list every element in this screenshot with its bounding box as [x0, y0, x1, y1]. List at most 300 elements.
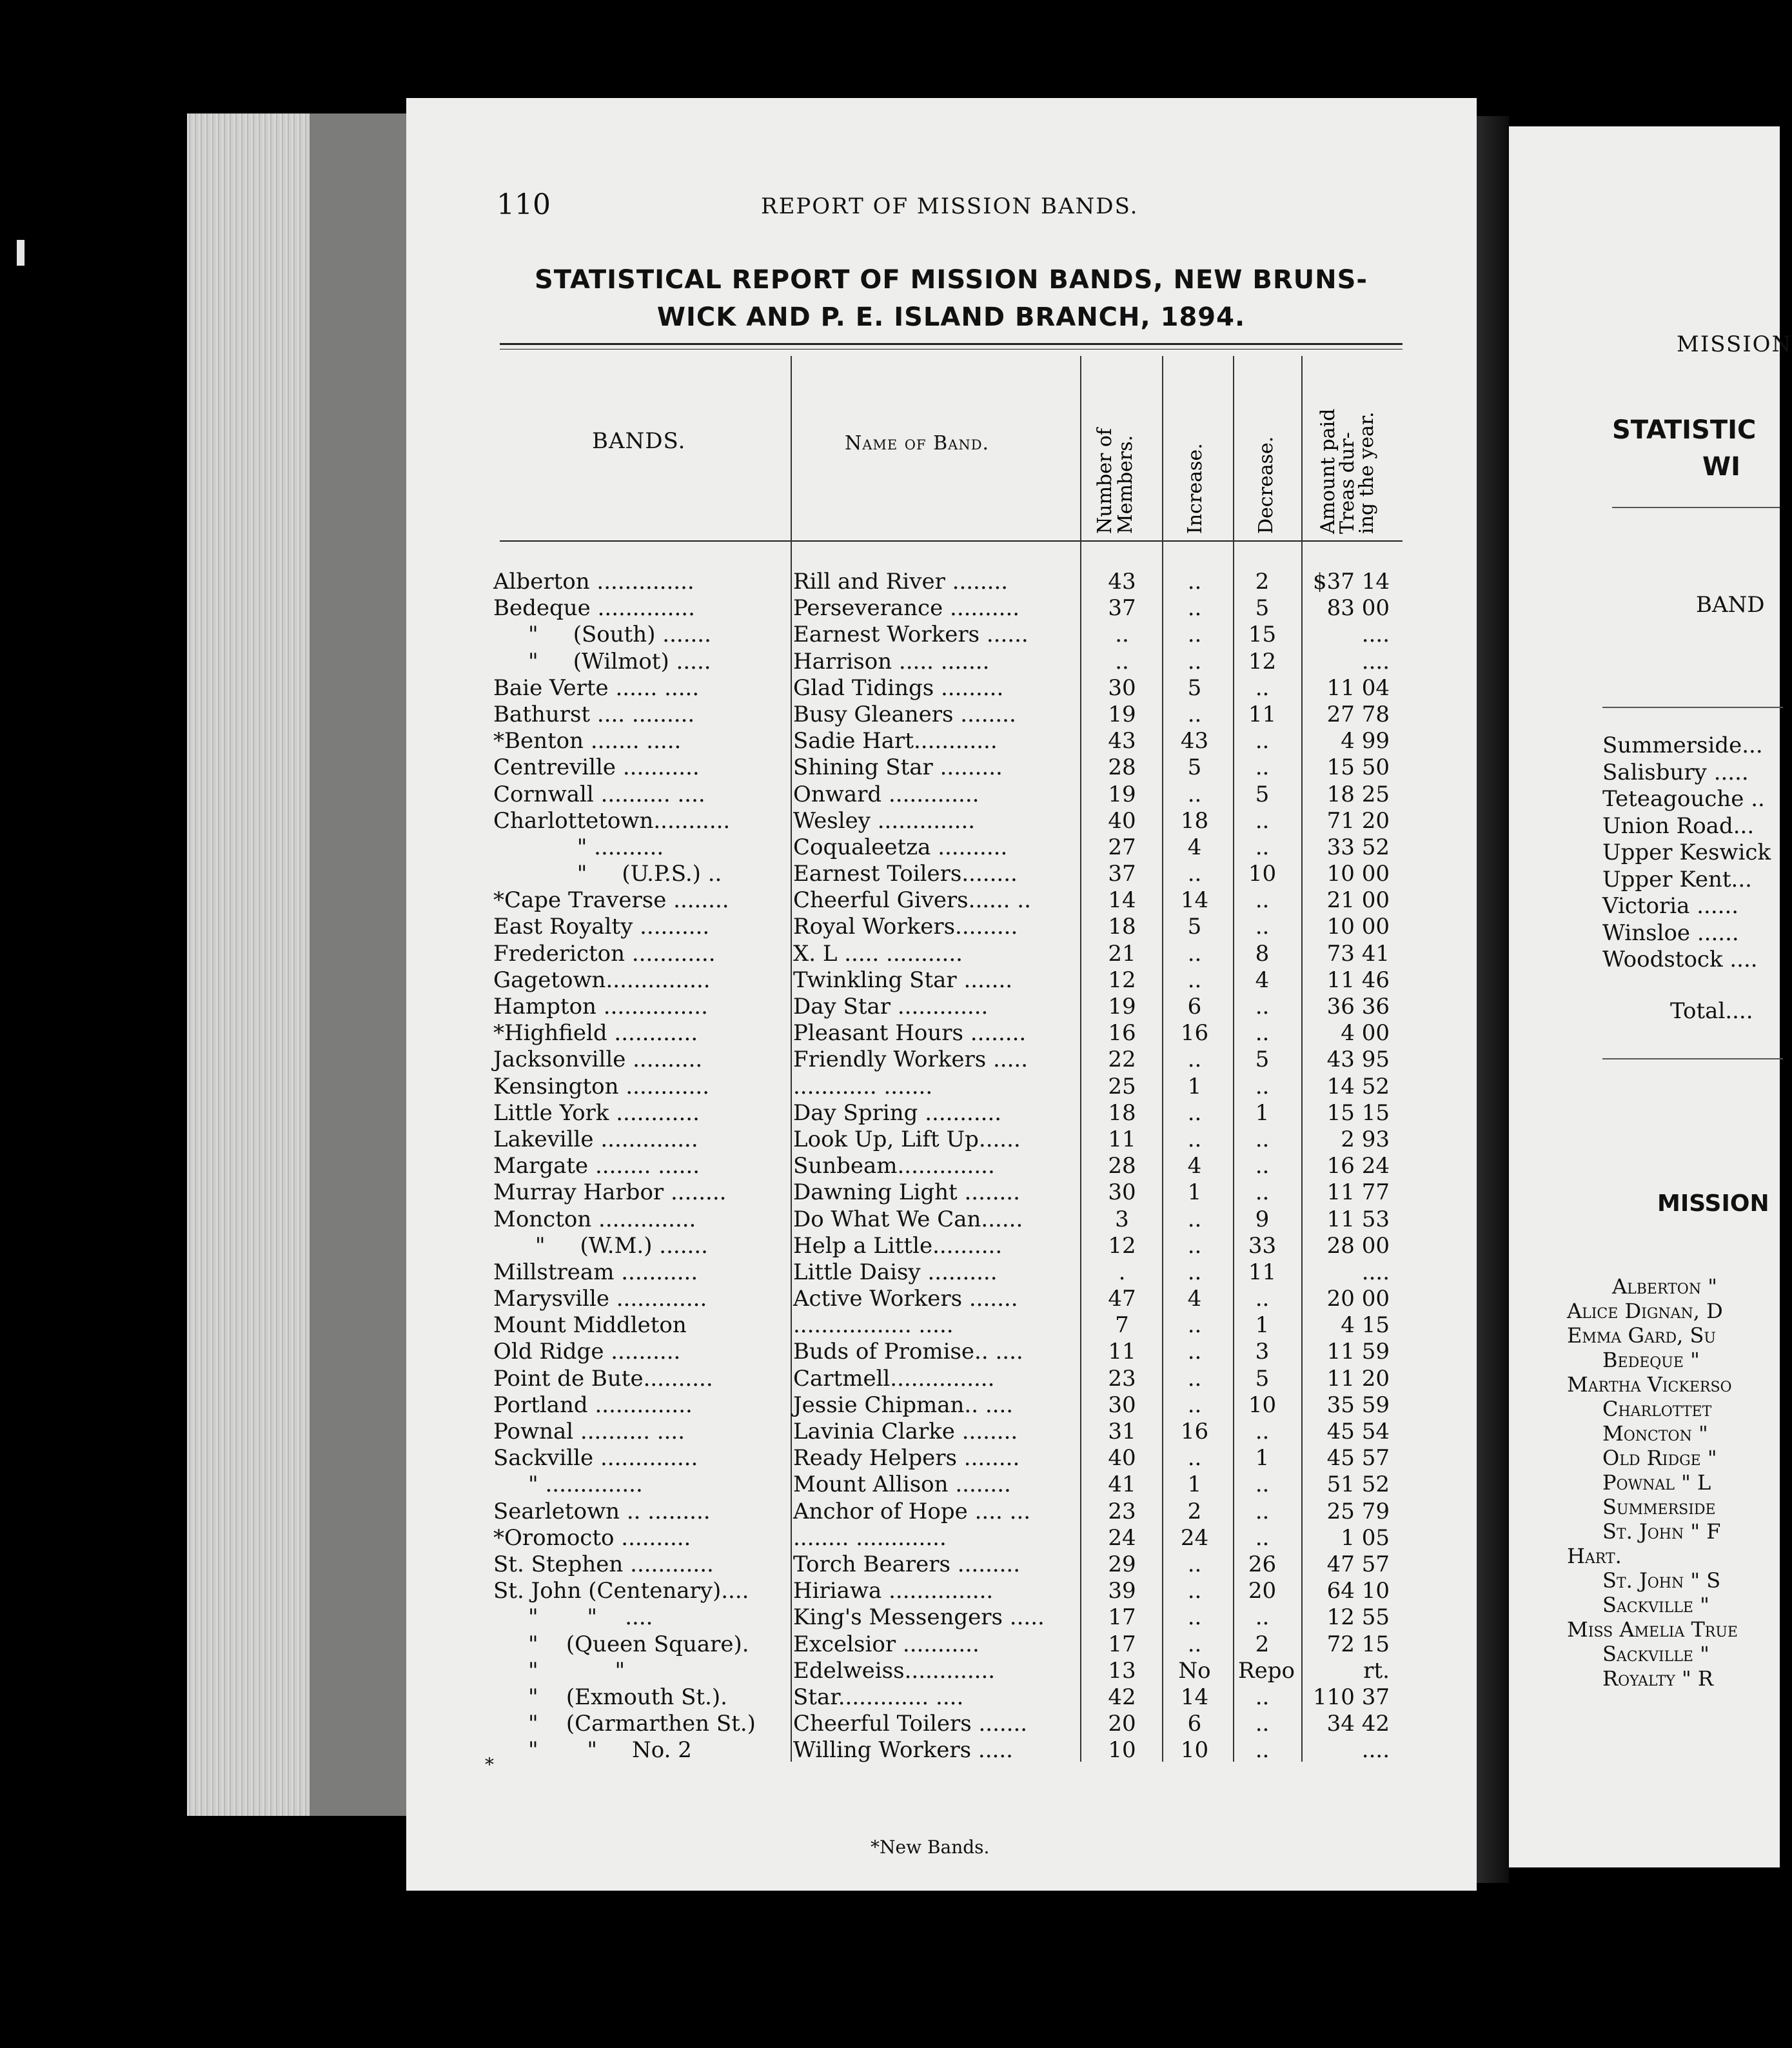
increase-cell: ..: [1187, 595, 1202, 622]
right-running-head: MISSION: [1677, 331, 1792, 357]
amount-cell: 11 53: [1326, 1206, 1390, 1232]
table-row: [493, 1153, 1415, 1179]
band-cell: Moncton ..............: [493, 1206, 696, 1232]
increase-cell: 16: [1180, 1419, 1209, 1444]
right-row: Union Road...: [1602, 812, 1755, 839]
decrease-cell: 5: [1255, 595, 1270, 622]
increase-cell: 5: [1187, 914, 1202, 940]
table-row: [493, 887, 1415, 914]
name-cell: Earnest Toilers........: [793, 861, 1018, 887]
amount-cell: 21 00: [1326, 887, 1390, 914]
right-list-line: St. John " S: [1602, 1568, 1721, 1593]
members-cell: 28: [1108, 1153, 1136, 1179]
right-title-line-1: STATISTIC: [1612, 415, 1757, 445]
increase-cell: 14: [1180, 887, 1209, 914]
amount-cell: 43 95: [1326, 1047, 1390, 1073]
increase-cell: ..: [1187, 1232, 1202, 1259]
amount-cell: rt.: [1363, 1657, 1390, 1684]
increase-cell: 6: [1187, 994, 1202, 1019]
decrease-cell: 5: [1255, 781, 1270, 807]
name-cell: Active Workers .......: [793, 1286, 1018, 1312]
decrease-cell: 8: [1255, 940, 1270, 967]
table-row: [493, 1074, 1415, 1100]
decrease-cell: 20: [1248, 1578, 1277, 1604]
table-row: [493, 1286, 1415, 1312]
amount-cell: 47 57: [1326, 1551, 1390, 1577]
table-row: [493, 1366, 1415, 1392]
band-cell: Jacksonville ..........: [493, 1047, 703, 1073]
members-cell: 29: [1108, 1551, 1136, 1577]
right-row: Upper Keswick: [1602, 840, 1771, 865]
header-name-of-band: Name of Band.: [845, 432, 990, 455]
decrease-cell: 12: [1248, 648, 1277, 674]
members-cell: 40: [1108, 807, 1136, 834]
right-mission-list: [1567, 1274, 1780, 1691]
name-cell: Cheerful Toilers .......: [793, 1711, 1028, 1737]
right-list-line: Old Ridge ": [1602, 1446, 1717, 1470]
members-cell: 43: [1108, 728, 1136, 754]
increase-cell: 2: [1187, 1498, 1202, 1524]
table-row: [493, 1233, 1415, 1259]
amount-cell: 15 15: [1326, 1099, 1390, 1126]
decrease-cell: 5: [1255, 1365, 1270, 1392]
name-cell: Hiriawa ...............: [793, 1578, 994, 1604]
name-cell: Help a Little..........: [793, 1232, 1003, 1259]
members-cell: 25: [1108, 1073, 1136, 1099]
band-cell: " (Exmouth St.).: [493, 1684, 727, 1710]
name-cell: Willing Workers .....: [793, 1737, 1013, 1764]
decrease-cell: 11: [1248, 1259, 1277, 1285]
members-cell: 18: [1108, 1099, 1136, 1126]
band-cell: Lakeville ..............: [493, 1126, 698, 1152]
right-list-line: Hart.: [1567, 1544, 1622, 1568]
members-cell: 10: [1108, 1737, 1136, 1764]
members-cell: 41: [1108, 1472, 1136, 1498]
members-cell: 13: [1108, 1657, 1136, 1684]
table-row: [493, 1419, 1415, 1445]
amount-cell: 35 59: [1326, 1392, 1390, 1418]
table-row: [493, 675, 1415, 702]
name-cell: Excelsior ...........: [793, 1631, 980, 1657]
table-row: [493, 808, 1415, 834]
amount-cell: 1 05: [1341, 1524, 1390, 1551]
right-row: Salisbury .....: [1602, 759, 1749, 785]
increase-cell: ..: [1187, 1392, 1202, 1418]
name-cell: Royal Workers.........: [793, 914, 1018, 940]
decrease-cell: ..: [1255, 834, 1270, 860]
band-cell: " (South) .......: [493, 622, 711, 648]
band-cell: Little York ............: [493, 1099, 700, 1126]
amount-cell: 28 00: [1326, 1232, 1390, 1259]
table-row: [493, 622, 1415, 648]
decrease-cell: 4: [1255, 967, 1270, 993]
decrease-cell: 5: [1255, 1047, 1270, 1073]
increase-cell: 4: [1187, 1286, 1202, 1312]
decrease-cell: ..: [1255, 1126, 1270, 1152]
band-cell: " ..........: [493, 834, 664, 860]
increase-cell: ..: [1187, 1631, 1202, 1657]
table-row: [493, 967, 1415, 994]
right-rule: [1602, 707, 1783, 708]
table-row: [493, 569, 1415, 595]
increase-cell: 24: [1180, 1524, 1209, 1551]
header-bands: BANDS.: [592, 428, 686, 454]
increase-cell: 5: [1187, 754, 1202, 781]
right-band-header: BAND: [1696, 592, 1765, 618]
decrease-cell: ..: [1255, 728, 1270, 754]
title-line-2: WICK AND P. E. ISLAND BRANCH, 1894.: [656, 302, 1246, 332]
band-cell: Hampton ...............: [493, 994, 708, 1019]
amount-cell: 36 36: [1326, 994, 1390, 1019]
name-cell: Busy Gleaners ........: [793, 701, 1016, 727]
members-cell: 11: [1108, 1339, 1136, 1365]
increase-cell: 4: [1187, 834, 1202, 860]
increase-cell: 43: [1180, 728, 1209, 754]
members-cell: 39: [1108, 1578, 1136, 1604]
band-cell: Millstream ...........: [493, 1259, 698, 1285]
members-cell: ..: [1115, 622, 1129, 648]
name-cell: Twinkling Star .......: [793, 967, 1013, 993]
members-cell: 24: [1108, 1524, 1136, 1551]
members-cell: 16: [1108, 1020, 1136, 1047]
members-cell: 19: [1108, 994, 1136, 1019]
decrease-cell: ..: [1255, 1153, 1270, 1179]
increase-cell: ..: [1187, 1604, 1202, 1631]
decrease-cell: Repo: [1238, 1657, 1295, 1684]
table-row: [493, 702, 1415, 728]
table-row: [493, 941, 1415, 967]
members-cell: 17: [1108, 1631, 1136, 1657]
decrease-cell: ..: [1255, 1020, 1270, 1047]
amount-cell: 16 24: [1326, 1153, 1390, 1179]
members-cell: 47: [1108, 1286, 1136, 1312]
band-cell: Charlottetown...........: [493, 807, 731, 834]
amount-cell: 11 04: [1326, 674, 1390, 701]
name-cell: Jessie Chipman.. ....: [793, 1392, 1014, 1418]
increase-cell: No: [1178, 1657, 1211, 1684]
name-cell: Lavinia Clarke ........: [793, 1419, 1018, 1444]
header-increase: Increase.: [1184, 443, 1206, 534]
band-cell: Alberton ..............: [493, 569, 694, 595]
band-cell: Fredericton ............: [493, 940, 716, 967]
right-list-line: Martha Vickerso: [1567, 1372, 1732, 1397]
amount-cell: 110 37: [1313, 1684, 1390, 1710]
name-cell: Torch Bearers .........: [793, 1551, 1021, 1577]
decrease-cell: ..: [1255, 1524, 1270, 1551]
band-cell: " (W.M.) .......: [493, 1232, 708, 1259]
page-edges: [187, 113, 406, 1816]
members-cell: 37: [1108, 595, 1136, 622]
band-cell: Bathurst .... .........: [493, 701, 695, 727]
increase-cell: ..: [1187, 1126, 1202, 1152]
decrease-cell: ..: [1255, 1179, 1270, 1206]
right-list-line: Sackville ": [1602, 1642, 1709, 1666]
title-line-1: STATISTICAL REPORT OF MISSION BANDS, NEW BRUNS-: [535, 265, 1368, 295]
decrease-cell: ..: [1255, 1604, 1270, 1631]
amount-cell: 83 00: [1326, 595, 1390, 622]
decrease-cell: 26: [1248, 1551, 1277, 1577]
decrease-cell: 10: [1248, 1392, 1277, 1418]
increase-cell: ..: [1187, 701, 1202, 727]
decrease-cell: 9: [1255, 1206, 1270, 1232]
decrease-cell: ..: [1255, 1419, 1270, 1444]
table-row: [493, 782, 1415, 808]
amount-cell: 25 79: [1326, 1498, 1390, 1524]
amount-cell: 45 57: [1326, 1445, 1390, 1472]
right-rows: [1602, 733, 1771, 974]
top-rule: [500, 343, 1403, 345]
band-cell: Cornwall .......... ....: [493, 781, 705, 807]
book-spine: [1477, 116, 1509, 1883]
right-page: [1509, 126, 1792, 1867]
increase-cell: ..: [1187, 1339, 1202, 1365]
report-table: [493, 569, 1415, 1764]
right-total: Total....: [1670, 998, 1753, 1024]
band-cell: Pownal .......... ....: [493, 1419, 685, 1444]
table-row: [493, 1047, 1415, 1073]
amount-cell: 71 20: [1326, 807, 1390, 834]
members-cell: 23: [1108, 1365, 1136, 1392]
band-cell: Centreville ...........: [493, 754, 700, 781]
members-cell: 40: [1108, 1445, 1136, 1472]
name-cell: Coqualeetza ..........: [793, 834, 1008, 860]
name-cell: Day Star .............: [793, 994, 989, 1019]
right-row: Teteagouche ..: [1602, 786, 1765, 812]
band-cell: Sackville ..............: [493, 1445, 698, 1472]
amount-cell: 27 78: [1326, 701, 1390, 727]
decrease-cell: 1: [1255, 1312, 1270, 1339]
right-list-line: Alberton ": [1612, 1274, 1717, 1299]
increase-cell: 16: [1180, 1020, 1209, 1047]
header-bottom-rule: [500, 540, 1403, 542]
increase-cell: ..: [1187, 1445, 1202, 1472]
decrease-cell: ..: [1255, 674, 1270, 701]
amount-cell: 45 54: [1326, 1419, 1390, 1444]
right-list-line: Pownal " L: [1602, 1470, 1711, 1495]
band-cell: *Oromocto ..........: [493, 1524, 691, 1551]
band-cell: " " No. 2: [493, 1737, 692, 1764]
running-title: REPORT OF MISSION BANDS.: [761, 193, 1139, 219]
amount-cell: 4 00: [1341, 1020, 1390, 1047]
members-cell: 17: [1108, 1604, 1136, 1631]
increase-cell: ..: [1187, 781, 1202, 807]
decrease-cell: ..: [1255, 1472, 1270, 1498]
table-row: [493, 834, 1415, 861]
table-row: [493, 1259, 1415, 1286]
decrease-cell: ..: [1255, 754, 1270, 781]
band-cell: Searletown .. .........: [493, 1498, 711, 1524]
table-row: [493, 1631, 1415, 1658]
amount-cell: 10 00: [1326, 914, 1390, 940]
table-row: [493, 1604, 1415, 1631]
right-mission-heading: MISSION: [1657, 1190, 1769, 1217]
right-list-line: St. John " F: [1602, 1519, 1721, 1544]
table-row: [493, 1472, 1415, 1498]
members-cell: 30: [1108, 674, 1136, 701]
decrease-cell: 3: [1255, 1339, 1270, 1365]
amount-cell: 20 00: [1326, 1286, 1390, 1312]
table-row: [493, 1551, 1415, 1578]
band-cell: " (Queen Square).: [493, 1631, 749, 1657]
increase-cell: ..: [1187, 861, 1202, 887]
increase-cell: 4: [1187, 1153, 1202, 1179]
amount-cell: 51 52: [1326, 1472, 1390, 1498]
table-row: [493, 994, 1415, 1020]
increase-cell: ..: [1187, 648, 1202, 674]
members-cell: ..: [1115, 648, 1129, 674]
increase-cell: ..: [1187, 967, 1202, 993]
right-rule: [1612, 507, 1780, 508]
name-cell: Little Daisy ..........: [793, 1259, 998, 1285]
increase-cell: 6: [1187, 1711, 1202, 1737]
amount-cell: ....: [1361, 1737, 1390, 1764]
name-cell: ............ .......: [793, 1073, 933, 1099]
increase-cell: 1: [1187, 1472, 1202, 1498]
band-cell: Point de Bute..........: [493, 1365, 713, 1392]
band-cell: Gagetown...............: [493, 967, 711, 993]
decrease-cell: ..: [1255, 887, 1270, 914]
name-cell: Perseverance ..........: [793, 595, 1020, 622]
amount-cell: 4 99: [1341, 728, 1390, 754]
name-cell: Buds of Promise.. ....: [793, 1339, 1023, 1365]
name-cell: Shining Star .........: [793, 754, 1003, 781]
amount-cell: 10 00: [1326, 861, 1390, 887]
members-cell: 37: [1108, 861, 1136, 887]
band-cell: Margate ........ ......: [493, 1153, 700, 1179]
increase-cell: ..: [1187, 1312, 1202, 1339]
members-cell: 3: [1115, 1206, 1129, 1232]
table-row: [493, 1737, 1415, 1764]
right-list-line: Charlottet: [1602, 1397, 1712, 1421]
right-list-line: Royalty " R: [1602, 1666, 1714, 1691]
decrease-cell: ..: [1255, 1711, 1270, 1737]
name-cell: Glad Tidings .........: [793, 674, 1004, 701]
name-cell: Sunbeam..............: [793, 1153, 995, 1179]
right-row: Victoria ......: [1602, 893, 1739, 919]
increase-cell: 1: [1187, 1179, 1202, 1206]
amount-cell: 11 46: [1326, 967, 1390, 993]
amount-cell: 15 50: [1326, 754, 1390, 781]
name-cell: X. L ..... ...........: [793, 940, 963, 967]
header-number-of-members: Number of Members.: [1094, 428, 1137, 534]
name-cell: Wesley ..............: [793, 807, 976, 834]
band-cell: St. Stephen ............: [493, 1551, 714, 1577]
header-decrease: Decrease.: [1255, 436, 1277, 534]
table-row: [493, 1020, 1415, 1047]
amount-cell: ....: [1361, 622, 1390, 648]
name-cell: Earnest Workers ......: [793, 622, 1029, 648]
members-cell: 18: [1108, 914, 1136, 940]
amount-cell: 11 77: [1326, 1179, 1390, 1206]
name-cell: Onward .............: [793, 781, 980, 807]
amount-cell: 33 52: [1326, 834, 1390, 860]
name-cell: King's Messengers .....: [793, 1604, 1045, 1631]
increase-cell: ..: [1187, 1578, 1202, 1604]
amount-cell: 72 15: [1326, 1631, 1390, 1657]
band-cell: Murray Harbor ........: [493, 1179, 727, 1206]
table-row: [493, 1339, 1415, 1365]
band-cell: Bedeque ..............: [493, 595, 695, 622]
right-list-line: Alice Dignan, D: [1567, 1299, 1723, 1323]
table-row: [493, 1684, 1415, 1711]
members-cell: 28: [1108, 754, 1136, 781]
footnote: *New Bands.: [871, 1836, 990, 1858]
decrease-cell: ..: [1255, 994, 1270, 1019]
table-row: [493, 1312, 1415, 1339]
right-row: Winsloe ......: [1602, 920, 1739, 946]
decrease-cell: ..: [1255, 1737, 1270, 1764]
members-cell: 12: [1108, 1232, 1136, 1259]
name-cell: ........ .............: [793, 1524, 947, 1551]
members-cell: 20: [1108, 1711, 1136, 1737]
band-cell: " (Carmarthen St.): [493, 1711, 756, 1737]
table-row: [493, 1711, 1415, 1737]
table-row: [493, 1392, 1415, 1419]
decrease-cell: 1: [1255, 1099, 1270, 1126]
decrease-cell: ..: [1255, 914, 1270, 940]
scan-mark: [17, 240, 25, 266]
name-cell: Rill and River ........: [793, 569, 1009, 595]
band-cell: *Benton ....... .....: [493, 728, 682, 754]
members-cell: 30: [1108, 1392, 1136, 1418]
decrease-cell: 11: [1248, 701, 1277, 727]
table-row: [493, 1206, 1415, 1233]
decrease-cell: ..: [1255, 1684, 1270, 1710]
members-cell: 11: [1108, 1126, 1136, 1152]
band-cell: Old Ridge ..........: [493, 1339, 681, 1365]
increase-cell: ..: [1187, 1365, 1202, 1392]
table-row: [493, 1100, 1415, 1127]
increase-cell: ..: [1187, 1551, 1202, 1577]
table-row: [493, 1525, 1415, 1551]
amount-cell: 14 52: [1326, 1073, 1390, 1099]
table-row: [493, 1127, 1415, 1153]
name-cell: Look Up, Lift Up......: [793, 1126, 1021, 1152]
decrease-cell: ..: [1255, 1498, 1270, 1524]
band-cell: " " ....: [493, 1604, 653, 1631]
right-rule: [1602, 1058, 1783, 1059]
table-row: [493, 1445, 1415, 1472]
members-cell: 14: [1108, 887, 1136, 914]
table-row: [493, 649, 1415, 675]
band-cell: Kensington ............: [493, 1073, 710, 1099]
members-cell: 7: [1115, 1312, 1129, 1339]
name-cell: Dawning Light ........: [793, 1179, 1020, 1206]
decrease-cell: 15: [1248, 622, 1277, 648]
members-cell: 19: [1108, 701, 1136, 727]
band-cell: " (U.P.S.) ..: [493, 861, 722, 887]
band-cell: " ": [493, 1657, 625, 1684]
table-row: [493, 595, 1415, 622]
amount-cell: 73 41: [1326, 940, 1390, 967]
table-row: [493, 861, 1415, 887]
name-cell: Harrison ..... .......: [793, 648, 990, 674]
table-row: [493, 1658, 1415, 1684]
amount-cell: 11 20: [1326, 1365, 1390, 1392]
increase-cell: ..: [1187, 940, 1202, 967]
name-cell: Ready Helpers ........: [793, 1445, 1020, 1472]
band-cell: " (Wilmot) .....: [493, 648, 711, 674]
band-cell: Portland ..............: [493, 1392, 693, 1418]
band-cell: East Royalty ..........: [493, 914, 710, 940]
amount-cell: 11 59: [1326, 1339, 1390, 1365]
amount-cell: ....: [1361, 648, 1390, 674]
header-amount-paid: Amount paid Treas dur- ing the year.: [1317, 408, 1378, 534]
margin-asterisk: *: [485, 1754, 494, 1775]
increase-cell: ..: [1187, 569, 1202, 595]
right-row: Woodstock ....: [1602, 947, 1758, 972]
decrease-cell: 33: [1248, 1232, 1277, 1259]
